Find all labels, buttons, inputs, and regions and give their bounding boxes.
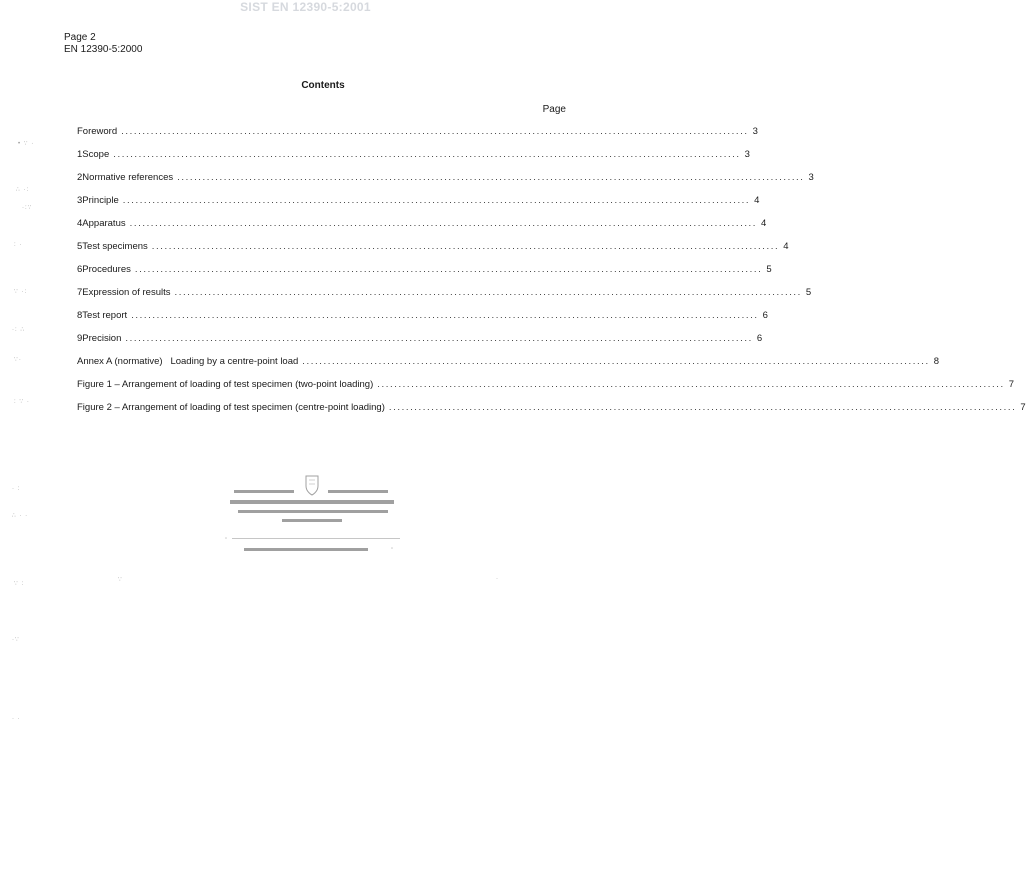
watermark-text: SIST EN 12390-5:2001 (240, 0, 371, 14)
dot-leader: .................................................................................................................................................... (151, 241, 780, 252)
toc-entry-page: 4 (783, 241, 789, 252)
toc-entry-number: 6 (77, 264, 83, 275)
toc-entry-label: Apparatus (82, 218, 126, 229)
toc-entry-page: 5 (766, 264, 772, 275)
library-stamp-image (222, 472, 402, 568)
toc-entry-page: 3 (752, 126, 758, 137)
toc-entry-label: Test specimens (82, 241, 148, 252)
toc-entry-label: Procedures (82, 264, 131, 275)
toc-entry-expression-of-results[interactable] (77, 287, 812, 299)
toc-entry-page: 7 (1020, 402, 1026, 413)
toc-entry-label: Precision (82, 333, 122, 344)
toc-entry-test-report[interactable] (77, 310, 768, 322)
toc-entry-number: 9 (77, 333, 83, 344)
contents-heading: Contents (301, 80, 345, 91)
dot-leader: .................................................................................................................................................... (129, 218, 758, 229)
toc-entry-label: Figure 2 – Arrangement of loading of test specimen (centre-point loading) (77, 402, 385, 413)
toc-entry-number: 8 (77, 310, 83, 321)
dot-leader: .................................................................................................................................................... (121, 126, 749, 137)
toc-entry-number: 5 (77, 241, 83, 252)
toc-entry-label: Test report (82, 310, 128, 321)
toc-entry-procedures[interactable] (77, 264, 772, 276)
toc-entry-number: 3 (77, 195, 83, 206)
dot-leader: .................................................................................................................................................... (134, 264, 763, 275)
toc-entry-label: Foreword (77, 126, 118, 137)
toc-entry-label: Principle (82, 195, 119, 206)
toc-entry-label: Normative references (82, 172, 174, 183)
dot-leader: .................................................................................................................................................... (388, 402, 1017, 413)
toc-entry-page: 4 (754, 195, 760, 206)
dot-leader: .................................................................................................................................................... (177, 172, 805, 183)
toc-entry-annex-a[interactable] (77, 356, 940, 368)
dot-leader: .................................................................................................................................................... (131, 310, 759, 321)
toc-entry-foreword[interactable] (77, 126, 758, 138)
toc-entry-page: 6 (756, 333, 763, 344)
toc-entry-label: Figure 1 – Arrangement of loading of test specimen (two-point loading) (77, 379, 374, 390)
dot-leader: .................................................................................................................................................... (125, 333, 753, 344)
toc-entry-scope[interactable] (77, 149, 750, 161)
toc-entry-page: 8 (933, 356, 940, 367)
toc-entry-principle[interactable] (77, 195, 760, 207)
page-number: Page 2 (64, 32, 96, 43)
document-id: EN 12390-5:2000 (64, 44, 143, 55)
page-header (64, 32, 142, 56)
toc-entry-page: 4 (761, 218, 767, 229)
toc-entry-figure-1[interactable] (77, 379, 1014, 391)
toc-entry-label: Expression of results (82, 287, 171, 298)
toc-entry-number: 2 (77, 172, 83, 183)
toc-entry-number: 7 (77, 287, 83, 298)
toc-entry-precision[interactable] (77, 333, 763, 345)
dot-leader: .................................................................................................................................................... (377, 379, 1005, 390)
dot-leader: .................................................................................................................................................... (122, 195, 751, 206)
toc-entry-normative-references[interactable] (77, 172, 814, 184)
toc-entry-label: Scope (82, 149, 110, 160)
dot-leader: .................................................................................................................................................... (113, 149, 741, 160)
toc-entry-page: 6 (762, 310, 768, 321)
toc-entry-page: 7 (1008, 379, 1014, 390)
toc-entry-page: 3 (744, 149, 750, 160)
dot-leader: .................................................................................................................................................... (174, 287, 802, 298)
toc-entry-apparatus[interactable] (77, 218, 767, 230)
dot-leader: .................................................................................................................................................... (302, 356, 930, 367)
toc-entry-figure-2[interactable] (77, 402, 1026, 414)
toc-entry-page: 3 (808, 172, 814, 183)
toc-entry-number: 1 (77, 149, 83, 160)
toc-entry-label: Annex A (normative) Loading by a centre-point load (77, 356, 299, 367)
toc-entry-page: 5 (805, 287, 812, 298)
toc-entry-number: 4 (77, 218, 83, 229)
toc-entry-test-specimens[interactable] (77, 241, 789, 253)
page-column-label: Page (542, 104, 566, 115)
